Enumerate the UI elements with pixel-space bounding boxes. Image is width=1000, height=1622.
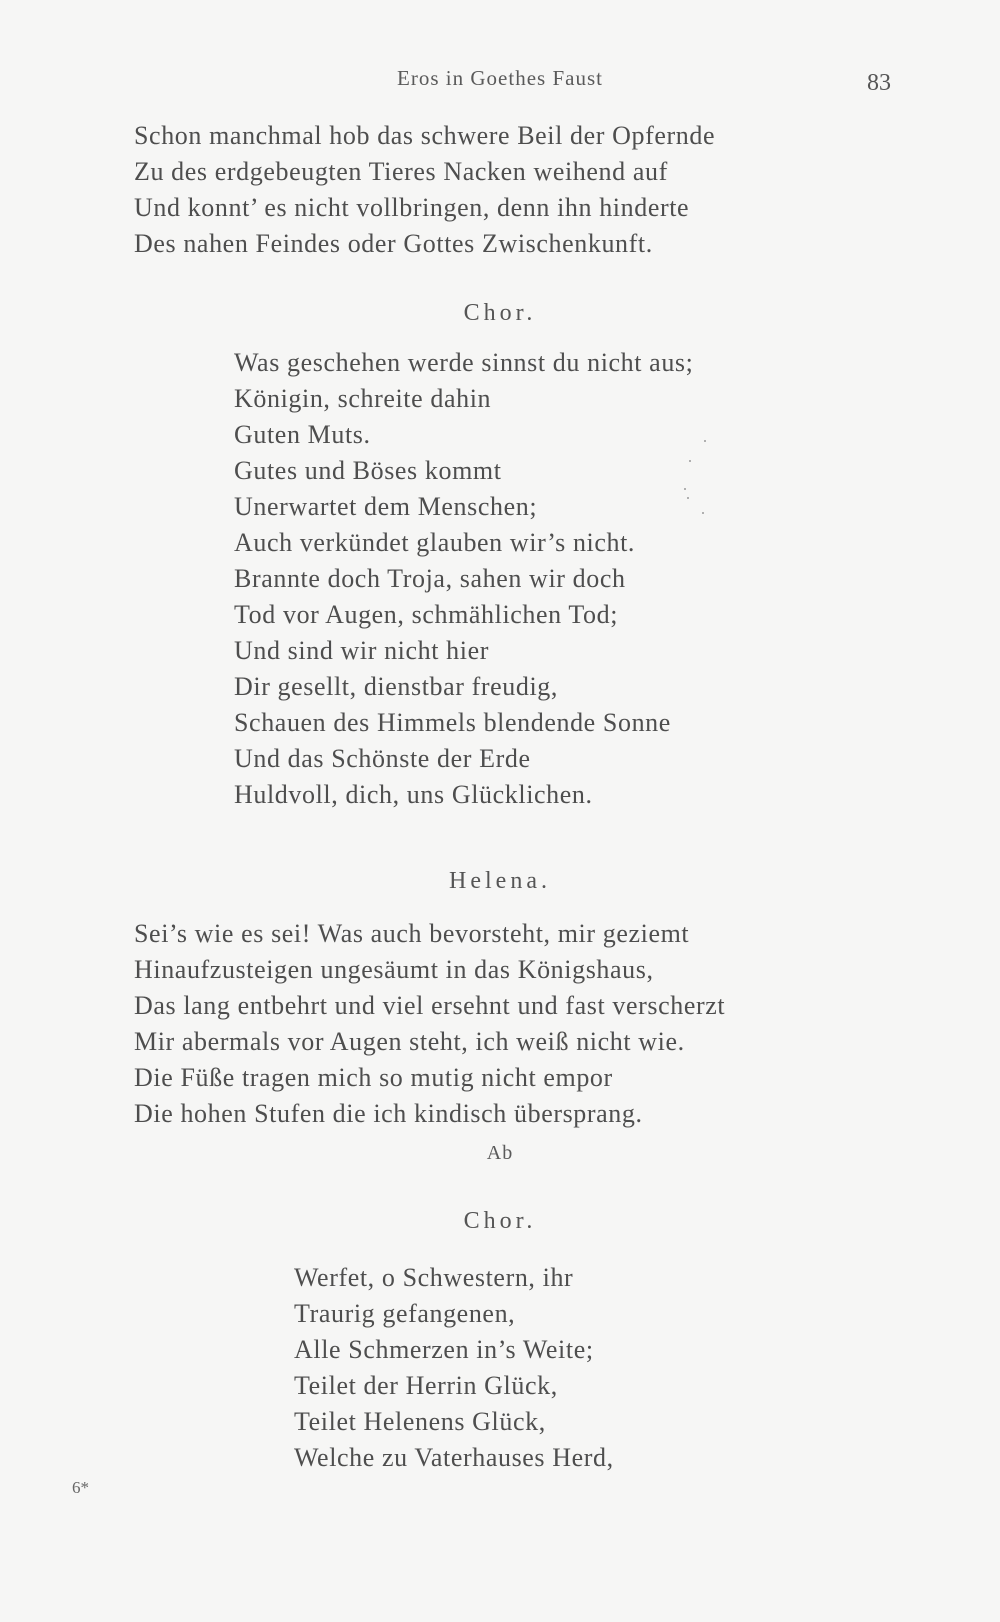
verse-line: Schon manchmal hob das schwere Beil der Opfernde [134, 121, 716, 150]
verse-line: Und konnt’ es nicht vollbringen, denn ihn hinderte [134, 193, 690, 222]
verse-line: Brannte doch Troja, sahen wir doch [234, 564, 626, 593]
verse-block-chor-1 [234, 345, 693, 813]
verse-line: Werfet, o Schwestern, ihr [294, 1263, 574, 1292]
verse-line: Und sind wir nicht hier [234, 636, 489, 665]
verse-line: Huldvoll, dich, uns Glücklichen. [234, 780, 593, 809]
verse-line: Die hohen Stufen die ich kindisch übersprang. [134, 1099, 643, 1128]
verse-line: Mir abermals vor Augen steht, ich weiß nicht wie. [134, 1027, 685, 1056]
verse-line: Guten Muts. [234, 420, 371, 449]
verse-line: Sei’s wie es sei! Was auch bevorsteht, mir geziemt [134, 919, 690, 948]
verse-line: Unerwartet dem Menschen; [234, 492, 538, 521]
verse-line: Gutes und Böses kommt [234, 456, 502, 485]
verse-line: Schauen des Himmels blendende Sonne [234, 708, 671, 737]
verse-line: Zu des erdgebeugten Tieres Nacken weihend auf [134, 157, 668, 186]
verse-line: Welche zu Vaterhauses Herd, [294, 1443, 614, 1472]
verse-line: Hinaufzusteigen ungesäumt in das Königshaus, [134, 955, 654, 984]
speaker-heading-helena: Helena. [449, 868, 551, 894]
stage-direction: Ab [486, 1142, 514, 1164]
paper-speck [702, 512, 704, 514]
verse-line: Und das Schönste der Erde [234, 744, 531, 773]
page-number: 83 [867, 70, 891, 96]
paper-speck [687, 497, 689, 499]
verse-line: Alle Schmerzen in’s Weite; [294, 1335, 594, 1364]
verse-line: Auch verkündet glauben wir’s nicht. [234, 528, 636, 557]
verse-line: Das lang entbehrt und viel ersehnt und fast verscherzt [134, 991, 726, 1020]
verse-line: Königin, schreite dahin [234, 384, 492, 413]
speaker-heading-chor: Chor. [463, 300, 537, 326]
verse-line: Dir gesellt, dienstbar freudig, [234, 672, 559, 701]
running-title: Eros in Goethes Faust [397, 66, 603, 90]
signature-mark: 6* [72, 1478, 89, 1497]
verse-line: Des nahen Feindes oder Gottes Zwischenkunft. [134, 229, 653, 258]
verse-line: Die Füße tragen mich so mutig nicht empor [134, 1063, 613, 1092]
verse-line: Was geschehen werde sinnst du nicht aus; [234, 348, 694, 377]
verse-line: Traurig gefangenen, [294, 1299, 516, 1328]
speaker-heading-chor: Chor. [463, 1208, 537, 1234]
verse-block-chor-2 [294, 1260, 614, 1476]
verse-line: Teilet Helenens Glück, [294, 1407, 546, 1436]
paper-speck [689, 460, 691, 462]
verse-line: Teilet der Herrin Glück, [294, 1371, 558, 1400]
verse-line: Tod vor Augen, schmählichen Tod; [234, 600, 619, 629]
paper-speck [684, 488, 686, 490]
paper-speck [704, 440, 706, 442]
verse-block-opening [134, 118, 715, 262]
verse-block-helena [134, 916, 725, 1132]
